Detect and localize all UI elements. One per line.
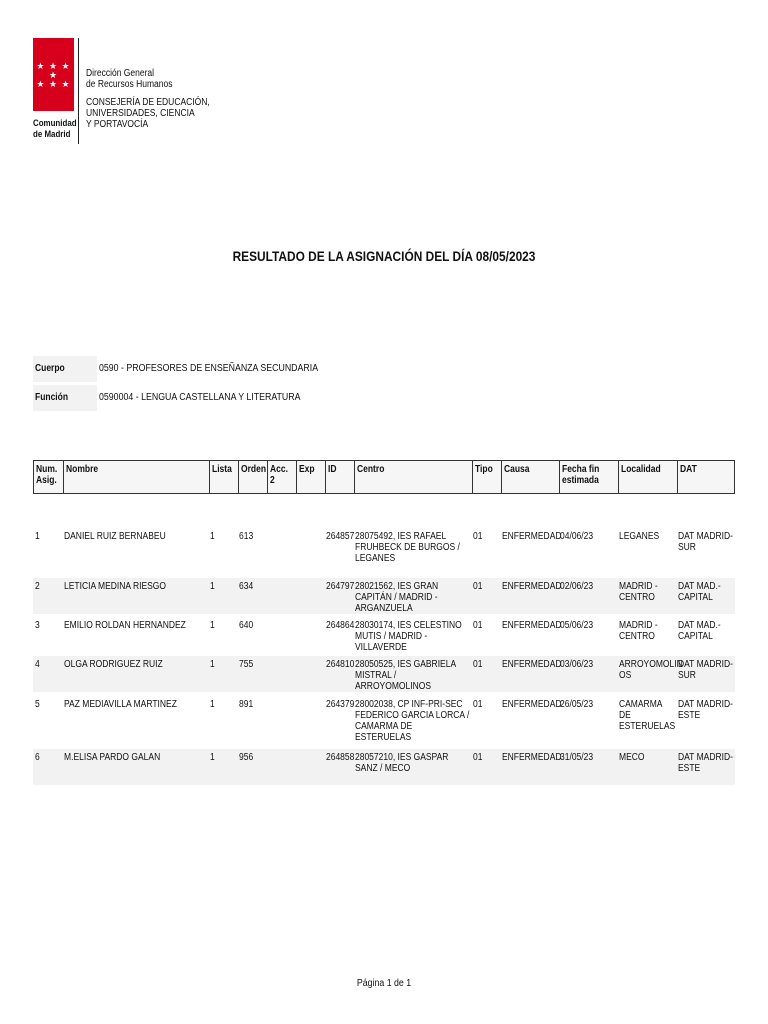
cell-dat: [676, 699, 735, 721]
cell-orden: [237, 659, 266, 670]
cell-localidad: [617, 531, 676, 542]
header-lista: [209, 461, 238, 493]
cell-fecha-fin: [558, 752, 617, 763]
cell-localidad-text: CAMARMA DE ESTERUELAS: [619, 699, 676, 732]
cell-fecha-fin: [558, 699, 617, 710]
cell-lista-text: 1: [210, 531, 215, 542]
cell-id: [324, 581, 353, 592]
header-localidad: [618, 461, 677, 493]
cell-exp: [295, 531, 324, 542]
header-tipo-label: Tipo: [475, 464, 493, 475]
funcion-value: 0590004 - LENGUA CASTELLANA Y LITERATURA: [99, 392, 301, 403]
table-row: [33, 656, 735, 692]
cell-dat-text: DAT MAD.- CAPITAL: [678, 581, 721, 603]
cell-id-text: 264810: [326, 659, 355, 670]
cell-exp: [295, 752, 324, 763]
cell-dat: [676, 659, 735, 681]
cell-causa: [500, 752, 562, 763]
logo-stars: ★ ★ ★ ★ ★ ★ ★: [36, 61, 71, 89]
table-header-row: [33, 460, 735, 494]
cell-fecha-fin-text: 05/06/23: [560, 620, 594, 631]
cell-dat: [676, 620, 735, 642]
cell-localidad: [617, 752, 676, 763]
cell-localidad-text: MADRID - CENTRO: [619, 620, 658, 642]
cell-orden-text: 956: [239, 752, 254, 763]
header-causa-label: Causa: [504, 464, 530, 475]
header-num-asig: [34, 461, 63, 493]
cell-acc2: [266, 581, 295, 592]
table-row: [33, 528, 735, 572]
cell-orden: [237, 699, 266, 710]
cell-orden: [237, 620, 266, 631]
header-fecha-fin: [559, 461, 618, 493]
cell-dat-text: DAT MAD.- CAPITAL: [678, 620, 721, 642]
cell-num-asig: [33, 699, 62, 710]
cell-fecha-fin: [558, 531, 617, 542]
header-nombre-label: Nombre: [66, 464, 99, 475]
table-row: [33, 578, 735, 614]
header-nombre: [63, 461, 209, 493]
cell-localidad-text: ARROYOMOLIN OS: [619, 659, 683, 681]
cell-causa-text: ENFERMEDAD: [502, 752, 562, 763]
comunidad-madrid-logo: [33, 38, 77, 139]
cell-nombre-text: OLGA RODRIGUEZ RUIZ: [64, 659, 163, 670]
document-title: RESULTADO DE LA ASIGNACIÓN DEL DÍA 08/05/2023: [232, 248, 536, 264]
cell-acc2: [266, 752, 295, 763]
cell-localidad: [617, 659, 683, 681]
cell-nombre-text: PAZ MEDIAVILLA MARTINEZ: [64, 699, 177, 710]
cell-nombre: [62, 659, 208, 670]
cell-exp: [295, 699, 324, 710]
cell-exp: [295, 581, 324, 592]
cell-orden: [237, 752, 266, 763]
header-id-label: ID: [328, 464, 337, 475]
header-acc2-label: Acc. 2: [270, 464, 288, 486]
cell-acc2: [266, 699, 295, 710]
cell-centro-text: 28030174, IES CELESTINO MUTIS / MADRID - VILLAVERDE: [355, 620, 462, 653]
cell-fecha-fin-text: 03/06/23: [560, 659, 594, 670]
cell-nombre: [62, 699, 208, 710]
cell-centro: [353, 752, 471, 774]
cell-tipo-text: 01: [473, 620, 483, 631]
cell-lista-text: 1: [210, 699, 215, 710]
cell-lista-text: 1: [210, 620, 215, 631]
cell-nombre: [62, 531, 208, 542]
cell-id-text: 264797: [326, 581, 355, 592]
header-tipo: [472, 461, 501, 493]
header-exp: [296, 461, 325, 493]
cuerpo-label-cell: [33, 356, 97, 382]
cell-lista: [208, 581, 237, 592]
cell-nombre: [62, 581, 208, 592]
header-acc2: [267, 461, 296, 493]
cell-lista: [208, 752, 237, 763]
cell-id-text: 264864: [326, 620, 355, 631]
dept-line-5: Y PORTAVOCÍA: [86, 119, 149, 130]
logo-divider: [78, 38, 79, 144]
cell-fecha-fin: [558, 581, 617, 592]
cell-id: [324, 699, 353, 710]
header-fecha-fin-label: Fecha fin estimada: [562, 464, 600, 486]
cell-id-text: 264379: [326, 699, 355, 710]
cell-fecha-fin: [558, 620, 617, 631]
cell-num-asig: [33, 659, 62, 670]
cell-dat-text: DAT MADRID-ESTE: [678, 699, 733, 721]
cell-lista: [208, 699, 237, 710]
cell-orden-text: 755: [239, 659, 254, 670]
header-id: [325, 461, 354, 493]
cell-causa-text: ENFERMEDAD: [502, 659, 562, 670]
table-row: [33, 696, 735, 746]
cell-lista-text: 1: [210, 581, 215, 592]
cuerpo-value: 0590 - PROFESORES DE ENSEÑANZA SECUNDARIA: [99, 363, 319, 374]
cell-nombre-text: EMILIO ROLDAN HERNANDEZ: [64, 620, 186, 631]
cell-dat: [676, 531, 735, 553]
cell-exp: [295, 659, 324, 670]
cell-dat: [676, 581, 735, 603]
header-causa: [501, 461, 559, 493]
cell-localidad-text: MADRID - CENTRO: [619, 581, 658, 603]
madrid-flag-icon: [33, 38, 74, 111]
header-exp-label: Exp: [299, 464, 315, 475]
cell-acc2: [266, 531, 295, 542]
cell-id: [324, 752, 353, 763]
cell-dat-text: DAT MADRID-SUR: [678, 531, 733, 553]
dept-line-2: de Recursos Humanos: [86, 79, 173, 90]
cell-orden-text: 613: [239, 531, 254, 542]
header-lista-label: Lista: [212, 464, 232, 475]
department-block: [86, 68, 210, 130]
cell-causa: [500, 531, 562, 542]
cell-lista: [208, 659, 237, 670]
cell-tipo-text: 01: [473, 752, 483, 763]
cell-id-text: 264857: [326, 531, 355, 542]
cell-causa-text: ENFERMEDAD: [502, 531, 562, 542]
assignment-table: [33, 460, 735, 774]
cell-num-asig-text: 5: [35, 699, 40, 710]
cell-tipo-text: 01: [473, 531, 483, 542]
cell-id-text: 264858: [326, 752, 355, 763]
cell-tipo-text: 01: [473, 699, 483, 710]
header-dat: [677, 461, 736, 493]
cell-fecha-fin-text: 04/06/23: [560, 531, 594, 542]
cell-centro-text: 28002038, CP INF-PRI-SEC FEDERICO GARCIA LORCA / CAMARMA DE ESTERUELAS: [355, 699, 470, 743]
cell-tipo: [471, 620, 500, 631]
cell-localidad: [617, 581, 676, 603]
dept-line-4: UNIVERSIDADES, CIENCIA: [86, 108, 195, 119]
dept-line-3: CONSEJERÍA DE EDUCACIÓN,: [86, 97, 210, 108]
cell-orden: [237, 581, 266, 592]
cell-causa-text: ENFERMEDAD: [502, 620, 562, 631]
page-number: Página 1 de 1: [356, 978, 412, 989]
cell-nombre-text: DANIEL RUIZ BERNABEU: [64, 531, 166, 542]
cell-num-asig-text: 6: [35, 752, 40, 763]
cell-centro-text: 28057210, IES GASPAR SANZ / MECO: [355, 752, 449, 774]
cell-id: [324, 620, 353, 631]
header-centro-label: Centro: [357, 464, 385, 475]
cell-tipo: [471, 752, 500, 763]
cell-acc2: [266, 620, 295, 631]
cell-localidad-text: LEGANES: [619, 531, 660, 542]
cell-causa: [500, 699, 562, 710]
header-orden: [238, 461, 267, 493]
cell-localidad-text: MECO: [619, 752, 645, 763]
cell-centro-text: 28021562, IES GRAN CAPITÁN / MADRID - ARGANZUELA: [355, 581, 439, 614]
dept-line-1: Dirección General: [86, 68, 155, 79]
header-localidad-label: Localidad: [621, 464, 661, 475]
cell-centro-text: 28050525, IES GABRIELA MISTRAL / ARROYOMOLINOS: [355, 659, 456, 692]
cell-causa: [500, 659, 562, 670]
logo-text: Comunidad de Madrid: [33, 118, 77, 139]
cell-tipo-text: 01: [473, 659, 483, 670]
funcion-label: Función: [35, 392, 69, 403]
cell-fecha-fin-text: 02/06/23: [560, 581, 594, 592]
header-num-asig-label: Num. Asig.: [36, 464, 58, 486]
cell-id: [324, 531, 353, 542]
cell-num-asig-text: 1: [35, 531, 40, 542]
cell-tipo: [471, 699, 500, 710]
cell-orden-text: 891: [239, 699, 254, 710]
cell-tipo: [471, 659, 500, 670]
cell-centro-text: 28075492, IES RAFAEL FRUHBECK DE BURGOS / LEGANES: [355, 531, 460, 564]
cell-num-asig-text: 2: [35, 581, 40, 592]
cell-lista-text: 1: [210, 659, 215, 670]
cell-num-asig-text: 4: [35, 659, 40, 670]
funcion-label-cell: [33, 385, 97, 411]
cell-dat: [676, 752, 735, 774]
cell-tipo: [471, 581, 500, 592]
cell-causa: [500, 620, 562, 631]
header-dat-label: DAT: [680, 464, 697, 475]
cell-localidad: [617, 620, 676, 642]
cell-causa: [500, 581, 562, 592]
cell-exp: [295, 620, 324, 631]
cell-tipo: [471, 531, 500, 542]
cell-localidad: [617, 699, 676, 732]
cell-nombre-text: M.ELISA PARDO GALAN: [64, 752, 161, 763]
cell-num-asig-text: 3: [35, 620, 40, 631]
cell-dat-text: DAT MADRID-ESTE: [678, 752, 733, 774]
cell-orden: [237, 531, 266, 542]
cell-tipo-text: 01: [473, 581, 483, 592]
cuerpo-label: Cuerpo: [35, 363, 65, 374]
cell-centro: [353, 699, 471, 743]
cell-fecha-fin-text: 26/05/23: [560, 699, 594, 710]
cell-id: [324, 659, 353, 670]
cell-num-asig: [33, 531, 62, 542]
cell-num-asig: [33, 581, 62, 592]
cell-centro: [353, 659, 471, 692]
cell-lista: [208, 620, 237, 631]
table-row: [33, 617, 735, 653]
cell-lista-text: 1: [210, 752, 215, 763]
cell-centro: [353, 531, 471, 564]
header-centro: [354, 461, 472, 493]
cell-fecha-fin: [558, 659, 617, 670]
cell-nombre-text: LETICIA MEDINA RIESGO: [64, 581, 167, 592]
cell-nombre: [62, 620, 208, 631]
cell-fecha-fin-text: 31/05/23: [560, 752, 594, 763]
cell-acc2: [266, 659, 295, 670]
cell-orden-text: 640: [239, 620, 254, 631]
cell-nombre: [62, 752, 208, 763]
table-row: [33, 749, 735, 785]
cell-num-asig: [33, 620, 62, 631]
cell-dat-text: DAT MADRID-SUR: [678, 659, 733, 681]
cell-orden-text: 634: [239, 581, 254, 592]
cell-causa-text: ENFERMEDAD: [502, 581, 562, 592]
cell-centro: [353, 620, 471, 653]
cell-centro: [353, 581, 471, 614]
cell-num-asig: [33, 752, 62, 763]
header-orden-label: Orden: [241, 464, 267, 475]
cell-causa-text: ENFERMEDAD: [502, 699, 562, 710]
cell-lista: [208, 531, 237, 542]
